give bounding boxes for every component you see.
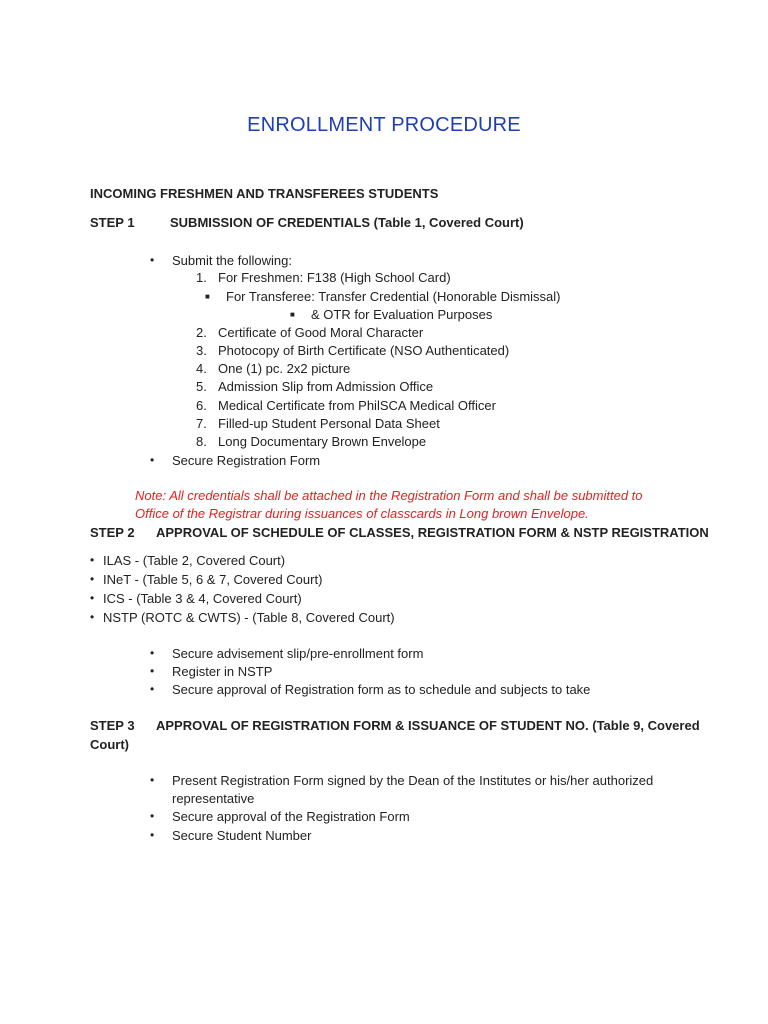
bullet-icon: •	[150, 646, 155, 660]
item-number: 2.	[196, 325, 207, 340]
item-number: 4.	[196, 361, 207, 376]
location-item: INeT - (Table 5, 6 & 7, Covered Court)	[103, 572, 323, 587]
bullet-icon: •	[150, 828, 155, 842]
bullet-icon: •	[90, 610, 95, 624]
location-item: NSTP (ROTC & CWTS) - (Table 8, Covered Court)	[103, 610, 395, 625]
item-number: 1.	[196, 270, 207, 285]
step3-label: STEP 3	[90, 718, 135, 733]
step3-heading: APPROVAL OF REGISTRATION FORM & ISSUANCE OF STUDENT NO. (Table 9, Covered	[156, 718, 700, 733]
section-heading: INCOMING FRESHMEN AND TRANSFEREES STUDENTS	[90, 186, 439, 201]
item-number: 3.	[196, 343, 207, 358]
submit-intro: Submit the following:	[172, 253, 292, 268]
note-line: Office of the Registrar during issuances of classcards in Long brown Envelope.	[135, 506, 589, 521]
bullet-icon: •	[150, 253, 155, 267]
item-number: 5.	[196, 379, 207, 394]
credential-item: Certificate of Good Moral Character	[218, 325, 424, 340]
task-item: Secure approval of Registration form as to schedule and subjects to take	[172, 682, 591, 697]
task-item: Secure Student Number	[172, 828, 312, 843]
task-item: Present Registration Form signed by the Dean of the Institutes or his/her authorized	[172, 773, 654, 788]
credential-item: Filled-up Student Personal Data Sheet	[218, 416, 440, 431]
step1-label: STEP 1	[90, 215, 135, 230]
bullet-icon: •	[150, 453, 155, 467]
step1-heading: SUBMISSION OF CREDENTIALS (Table 1, Covered Court)	[170, 215, 524, 230]
transferee-item: For Transferee: Transfer Credential (Honorable Dismissal)	[226, 289, 561, 304]
bullet-icon: •	[90, 591, 95, 605]
credential-item: Long Documentary Brown Envelope	[218, 434, 427, 449]
secure-form-item: Secure Registration Form	[172, 453, 321, 468]
task-item: Secure advisement slip/pre-enrollment form	[172, 646, 424, 661]
note-line: Note: All credentials shall be attached in the Registration Form and shall be submitted to	[135, 488, 643, 503]
task-item: Register in NSTP	[172, 664, 273, 679]
task-item-cont: representative	[172, 791, 255, 806]
item-number: 7.	[196, 416, 207, 431]
square-bullet-icon: ■	[290, 310, 295, 319]
bullet-icon: •	[150, 809, 155, 823]
credential-item: Photocopy of Birth Certificate (NSO Authenticated)	[218, 343, 510, 358]
bullet-icon: •	[150, 682, 155, 696]
bullet-icon: •	[90, 572, 95, 586]
step2-heading: APPROVAL OF SCHEDULE OF CLASSES, REGISTRATION FORM & NSTP REGISTRATION	[156, 525, 709, 540]
otr-item: & OTR for Evaluation Purposes	[311, 307, 493, 322]
page-title: ENROLLMENT PROCEDURE	[247, 114, 521, 136]
task-item: Secure approval of the Registration Form	[172, 809, 410, 824]
square-bullet-icon: ■	[205, 292, 210, 301]
location-item: ILAS - (Table 2, Covered Court)	[103, 553, 286, 568]
bullet-icon: •	[150, 664, 155, 678]
item-number: 6.	[196, 398, 207, 413]
step3-heading-cont: Court)	[90, 737, 129, 752]
credential-item: Admission Slip from Admission Office	[218, 379, 434, 394]
location-item: ICS - (Table 3 & 4, Covered Court)	[103, 591, 302, 606]
bullet-icon: •	[150, 773, 155, 787]
credential-item: Medical Certificate from PhilSCA Medical Officer	[218, 398, 496, 413]
credential-item: For Freshmen: F138 (High School Card)	[218, 270, 451, 285]
credential-item: One (1) pc. 2x2 picture	[218, 361, 351, 376]
item-number: 8.	[196, 434, 207, 449]
bullet-icon: •	[90, 553, 95, 567]
step2-label: STEP 2	[90, 525, 135, 540]
